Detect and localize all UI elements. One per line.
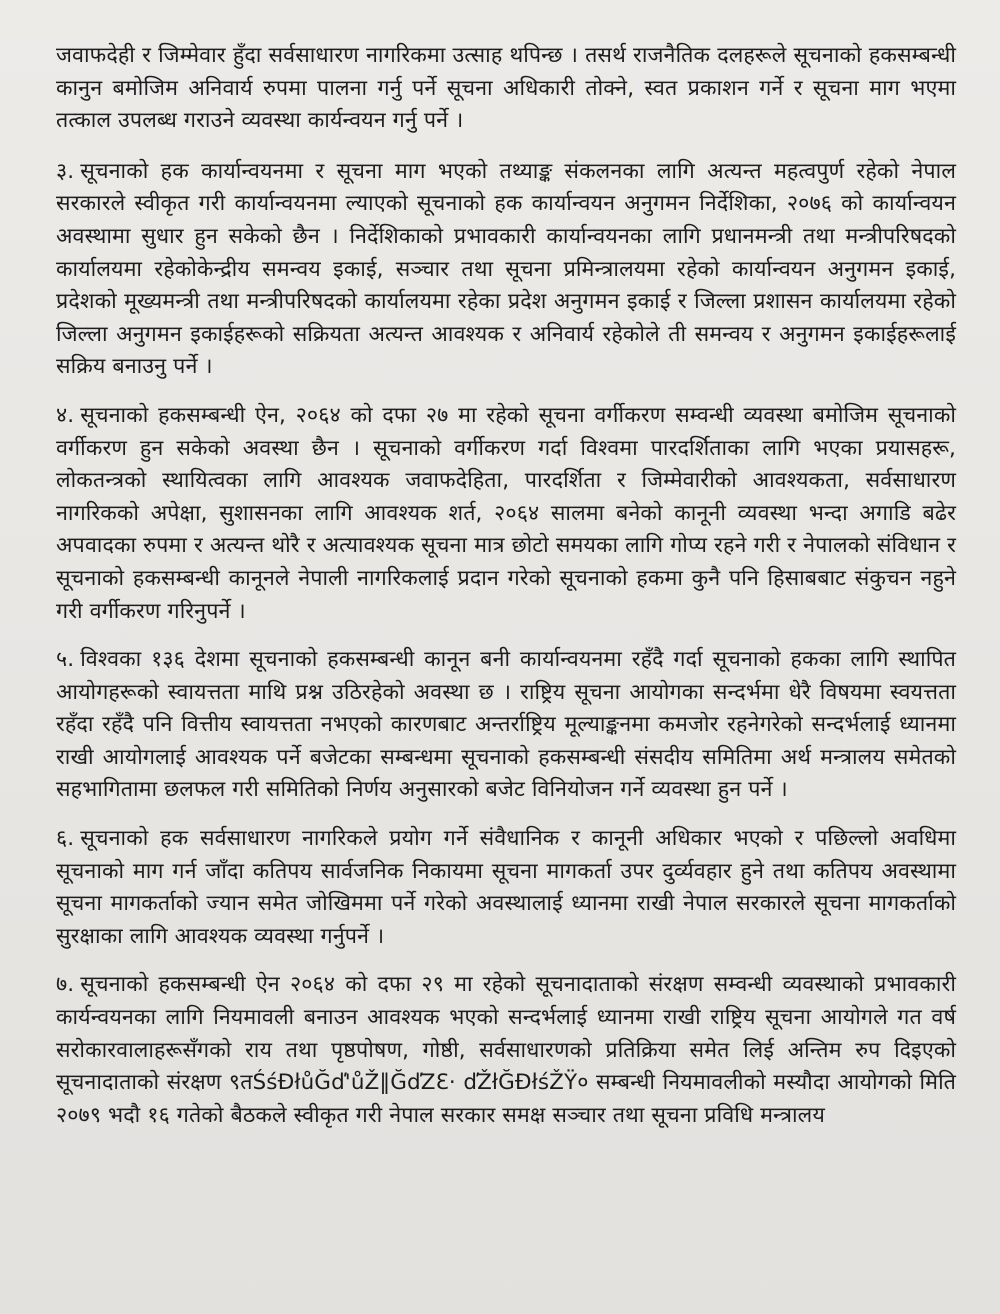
paragraph-text: सूचनाको हक कार्यान्वयनमा र सूचना माग भएको तथ्याङ्क संकलनका लागि अत्यन्त महत्वपुर्ण रहेको नेपाल सरकारले स्वीकृत गरी कार्यान्वयनमा ल्याएको सूचनाको हक कार्यान्वयन अनुगमन निर्देशिका, २०७६ को कार्यान्वयन अवस्थामा सुधार हुन सकेको छैन । निर्देशिकाको प्रभावकारी कार्यान्वयनका लागि प्रधानमन्त्री तथा मन्त्रीपरिषदको कार्यालयमा रहेकोकेन्द्रीय समन्वय इकाई, सञ्चार तथा सूचना प्रमिन्त्रालयमा रहेको कार्यान्वयन अनुगमन इकाई, प्रदेशको मूख्यमन्त्री तथा मन्त्रीपरिषदको कार्यालयमा रहेका प्रदेश अनुगमन इकाई र जिल्ला प्रशासन कार्यालयमा रहेको जिल्ला अनुगमन इकाईहरूको सक्रियता अत्यन्त आवश्यक र अनिवार्य रहेकोले ती समन्वय र अनुगमन इकाईहरूलाई सक्रिय बनाउनु पर्ने । [56, 158, 956, 380]
paragraph-text-tail: सम्बन्धी नियमावलीको मस्यौदा आयोगको मिति २०७९ भदौ १६ गतेको बैठकले स्वीकृत गरी नेपाल सरकार समक्ष सञ्चार तथा सूचना प्रविधि मन्त्रालय [56, 1070, 957, 1128]
garbled-text: ९तŚśĐłůĞď'ůŽ‖ĞďZƐ· ďŽłĞĐłśŽŸ० [228, 1070, 589, 1096]
paragraph-4 [56, 400, 956, 628]
paragraph-text: जवाफदेही र जिम्मेवार हुँदा सर्वसाधारण नागरिकमा उत्साह थपिन्छ । तसर्थ राजनैतिक दलहरूले सूचनाको हकसम्बन्धी कानुन बमोजिम अनिवार्य रुपमा पालना गर्नु पर्ने सूचना अधिकारी तोक्ने, स्वत प्रकाशन गर्ने र सूचना माग भएमा तत्काल उपलब्ध गराउने व्यवस्था कार्यन्वयन गर्नु पर्ने । [56, 43, 956, 134]
paragraph-number: ६. [56, 826, 75, 852]
paragraph-number: ३. [56, 158, 75, 184]
paragraph-3 [56, 156, 956, 384]
paragraph-continuation [56, 40, 956, 138]
paragraph-number: ७. [56, 972, 75, 998]
paragraph-7 [56, 969, 956, 1132]
paragraph-text: विश्वका १३६ देशमा सूचनाको हकसम्बन्धी कानून बनी कार्यान्वयनमा रहँदै गर्दा सूचनाको हकका लागि स्थापित आयोगहरूको स्वायत्तता माथि प्रश्न उठिरहेको अवस्था छ । राष्ट्रिय सूचना आयोगका सन्दर्भमा धेरै विषयमा स्वयत्तता रहँदा रहँदै पनि वित्तीय स्वायत्तता नभएको कारणबाट अन्तर्राष्ट्रिय मूल्याङ्कनमा कमजोर रहनेगरेको सन्दर्भलाई ध्यानमा राखी आयोगलाई आवश्यक पर्ने बजेटका सम्बन्धमा सूचनाको हकसम्बन्धी संसदीय समितिमा अर्थ मन्त्रालय समेतको सहभागितामा छलफल गरी समितिको निर्णय अनुसारको बजेट विनियोजन गर्ने व्यवस्था हुन पर्ने । [56, 647, 956, 803]
paragraph-number: ५. [56, 647, 75, 673]
paragraph-text: सूचनाको हकसम्बन्धी ऐन २०६४ को दफा २९ मा रहेको सूचनादाताको संरक्षण सम्वन्धी व्यवस्थाको प्रभावकारी कार्यन्वयनका लागि नियमावली बनाउन आवश्यक भएको सन्दर्भलाई ध्यानमा राखी राष्ट्रिय सूचना आयोगले गत वर्ष सरोकारवालाहरूसँगको राय तथा पृष्ठपोषण, गोष्ठी, सर्वसाधारणको प्रतिक्रिया समेत लिई अन्तिम रुप दिइएको सूचनादाताको संरक्षण [56, 972, 956, 1096]
paragraph-text: सूचनाको हकसम्बन्धी ऐन, २०६४ को दफा २७ मा रहेको सूचना वर्गीकरण सम्वन्धी व्यवस्था बमोजिम सूचनाको वर्गीकरण हुन सकेको अवस्था छैन । सूचनाको वर्गीकरण गर्दा विश्वमा पारदर्शिताका लागि भएका प्रयासहरू, लोकतन्त्रको स्थायित्वका लागि आवश्यक जवाफदेहिता, पारदर्शिता र जिम्मेवारीको आवश्यकता, सर्वसाधारण नागरिकको अपेक्षा, सुशासनका लागि आवश्यक शर्त, २०६४ सालमा बनेको कानूनी व्यवस्था भन्दा अगाडि बढेर अपवादका रुपमा र अत्यन्त थोरै र अत्यावश्यक सूचना मात्र छोटो समयका लागि गोप्य रहने गरी र नेपालको संविधान र सूचनाको हकसम्बन्धी कानूनले नेपाली नागरिकलाई प्रदान गरेको सूचनाको हकमा कुनै पनि हिसाबबाट संकुचन नहुने गरी वर्गीकरण गरिनुपर्ने । [56, 402, 956, 624]
paragraph-text: सूचनाको हक सर्वसाधारण नागरिकले प्रयोग गर्ने संवैधानिक र कानूनी अधिकार भएको र पछिल्लो अवधिमा सूचनाको माग गर्न जाँदा कतिपय सार्वजनिक निकायमा सूचना मागकर्ता उपर दुर्व्यवहार हुने तथा कतिपय अवस्थामा सूचना मागकर्ताको ज्यान समेत जोखिममा पर्ने गरेको अवस्थालाई ध्यानमा राखी नेपाल सरकारले सूचना मागकर्ताको सुरक्षाका लागि आवश्यक व्यवस्था गर्नुपर्ने । [56, 826, 956, 949]
paragraph-number: ४. [56, 402, 75, 428]
paragraph-5 [56, 644, 956, 807]
paragraph-6 [56, 823, 956, 953]
